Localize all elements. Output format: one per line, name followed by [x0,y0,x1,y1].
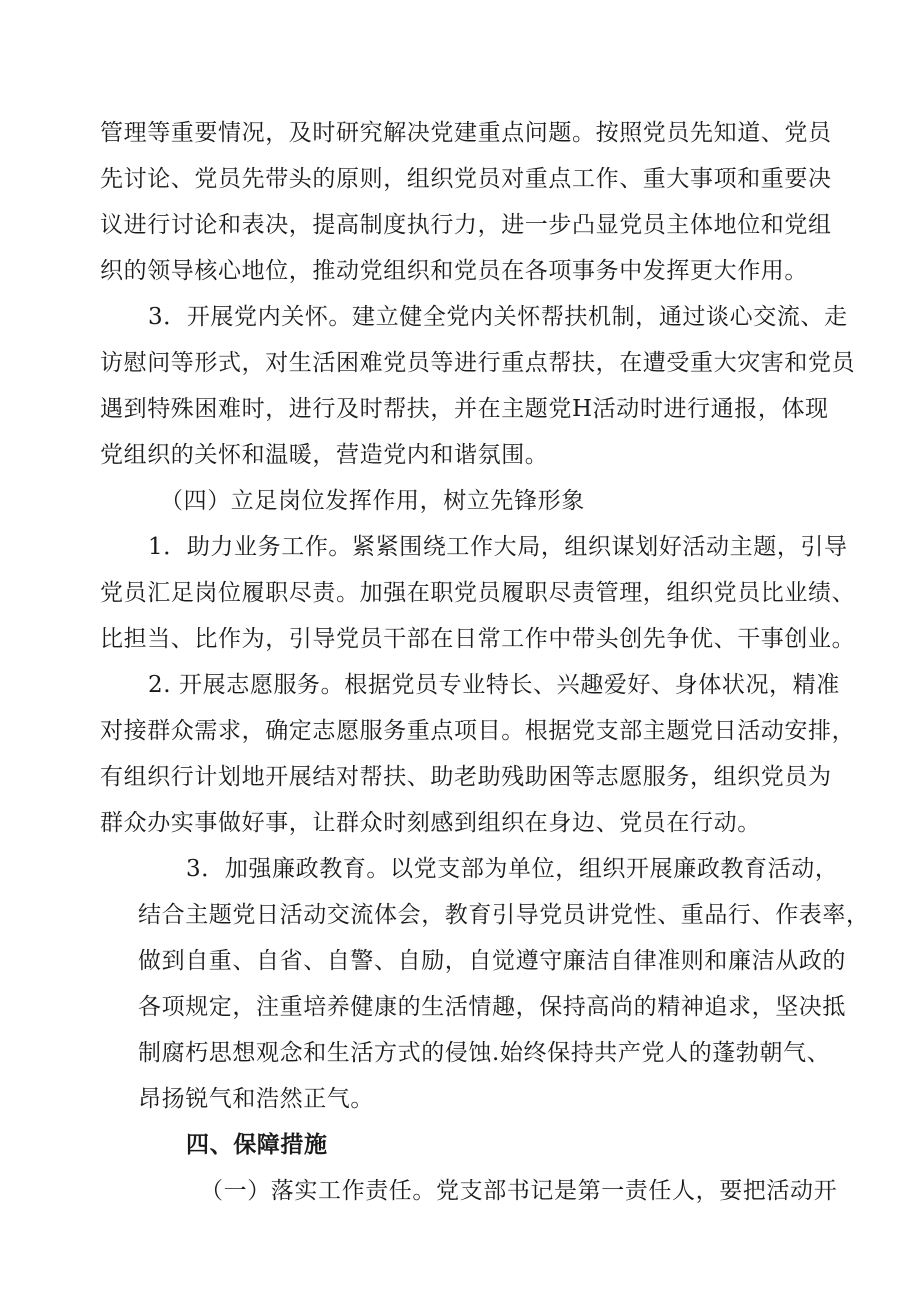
text-line: 党员汇足岗位履职尽责。加强在职党员履职尽责管理，组织党员比业绩、 [100,580,856,606]
text-line: 昂扬锐气和浩然正气。 [138,1086,374,1112]
text-line: 群众办实事做好事，让群众时刻感到组织在身边、党员在行动。 [100,810,761,836]
text-line: （一）落实工作责任。党支部书记是第一责任人，要把活动开 [200,1178,838,1204]
text-line: 各项规定，注重培养健康的生活情趣，保持高尚的精神追求，坚决抵 [138,994,846,1020]
text-line: 遇到特殊困难时，进行及时帮扶，并在主题党H活动时进行通报，体现 [100,396,829,422]
text-line: 1．助力业务工作。紧紧围绕工作大局，组织谋划好活动主题，引导 [148,534,848,560]
section-heading: 四、保障措施 [186,1132,328,1158]
text-line: 结合主题党日活动交流体会，教育引导党员讲党性、重品行、作表率， [138,902,870,928]
text-line: 织的领导核心地位，推动党组织和党员在各项事务中发挥更大作用。 [100,258,808,284]
text-line: 管理等重要情况，及时研究解决党建重点问题。按照党员先知道、党员 [100,120,832,146]
text-line: 访慰问等形式，对生活困难党员等进行重点帮扶，在遭受重大灾害和党员 [100,350,856,376]
text-line: 先讨论、党员先带头的原则，组织党员对重点工作、重大事项和重要决 [100,166,832,192]
text-line: 3．开展党内关怀。建立健全党内关怀帮扶机制，通过谈心交流、走 [148,304,848,330]
text-line: 对接群众需求，确定志愿服务重点项目。根据党支部主题党日活动安排， [100,718,856,744]
text-line: 比担当、比作为，引导党员干部在日常工作中带头创先争优、干事创业。 [100,626,856,652]
text-line: 有组织行计划地开展结对帮扶、助老助残助困等志愿服务，组织党员为 [100,764,832,790]
text-line: 制腐朽思想观念和生活方式的侵蚀.始终保持共产党人的蓬勃朝气、 [138,1040,831,1066]
text-line: 2. 开展志愿服务。根据党员专业特长、兴趣爱好、身体状况，精准 [148,672,840,698]
subheading: （四）立足岗位发挥作用，树立先锋形象 [160,488,585,514]
text-line: 党组织的关怀和温暖，营造党内和谐氛围。 [100,442,549,468]
text-line: 3．加强廉政教育。以党支部为单位，组织开展廉政教育活动， [186,856,839,882]
text-line: 议进行讨论和表决，提高制度执行力，进一步凸显党员主体地位和党组 [100,212,832,238]
text-line: 做到自重、自省、自警、自励，自觉遵守廉洁自律准则和廉洁从政的 [138,948,846,974]
